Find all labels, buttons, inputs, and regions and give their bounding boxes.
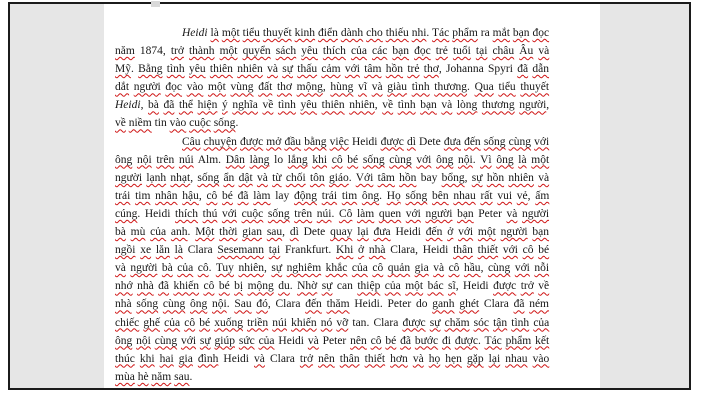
text-line: nhớ nhà đã khiến cô bé bị mộng du. Nhờ sự can thiệp của một bác sĩ, Heidi được trở về (115, 280, 550, 293)
text-line: Heidi, bà đã thể hiện ý nghĩa về tình yêu thiên nhiên, về tình bạn và lòng thương người, (115, 99, 550, 112)
text-line: và người bà của cô. Tuy nhiên, sự nghiêm khắc của cô quản gia và cô hầu, cùng với nỗi (115, 262, 550, 275)
text-line: Mỹ. Bằng tình yêu thiên nhiên và sự thấu cảm với tâm hồn trẻ thơ, Johanna Spyri đã dẫn (115, 63, 550, 76)
text-line: năm 1874, trở thành một quyển sách yêu thích của các bạn đọc trẻ tuổi tại châu Âu và (115, 45, 550, 58)
text-line: bà mù của anh. Một thời gian sau, dì Dete quay lại đưa Heidi đến ở với một người bạn (115, 226, 550, 239)
text-line: ông nội cùng với sự giúp sức của Heidi và Peter nên cô bé đã bước đi được. Tác phẩm kết (115, 334, 550, 347)
text-line: mùa hè năm sau. (115, 370, 193, 383)
document-text (104, 4, 600, 386)
text-line: về niềm tin vào cuộc sống. (115, 117, 239, 130)
paragraph (115, 24, 549, 133)
text-line: chiếc ghế của cô bé xuống triền núi khiến nó vỡ tan. Clara được sự chăm sóc tận tình của (115, 316, 550, 329)
paragraph (115, 133, 549, 386)
screenshot-frame (8, 2, 691, 390)
text-line: dắt người đọc vào một vùng đất thơ mộng, hùng vĩ và giàu tình thương. Qua tiểu thuyết (115, 81, 550, 94)
text-line: ngồi xe lăn là Clara Sesemann tại Frankfurt. Khi ở nhà Clara, Heidi thân thiết với cô bé (115, 244, 550, 257)
text-line: nhà sống cùng ông nội. Sau đó, Clara đến thăm Heidi. Peter do ganh ghét Clara đã ném (115, 298, 550, 311)
text-line: Heidi là một tiểu thuyết kinh điển dành cho thiếu nhi. Tác phẩm ra mắt bạn đọc (182, 27, 550, 39)
text-line: thúc khi hai gia đình Heidi và Clara trở nên thân thiết hơn và họ hẹn gặp lại nhau vào (115, 352, 550, 365)
text-line: Câu chuyện được mở đầu bằng việc Heidi được dì Dete đưa đến sống cùng với (182, 135, 550, 148)
document-page (104, 4, 600, 388)
page-top-marker (151, 1, 160, 7)
text-line: trái tim nhân hậu, cô bé đã làm lay động trái tim ông. Họ sống bên nhau rất vui vẻ, ấm (115, 189, 550, 202)
text-line: người lạnh nhạt, sống ẩn dật và từ chối tôn giáo. Với tâm hồn bay bổng, sự hồn nhiên và (115, 171, 550, 184)
text-line: cúng. Heidi thích thú với cuộc sống trên núi. Cô làm quen với người bạn Peter và người (115, 207, 550, 220)
text-line: ông nội trên núi Alm. Dân làng lo lắng khi cô bé sống cùng với ông nội. Vì ông là một (115, 153, 550, 166)
